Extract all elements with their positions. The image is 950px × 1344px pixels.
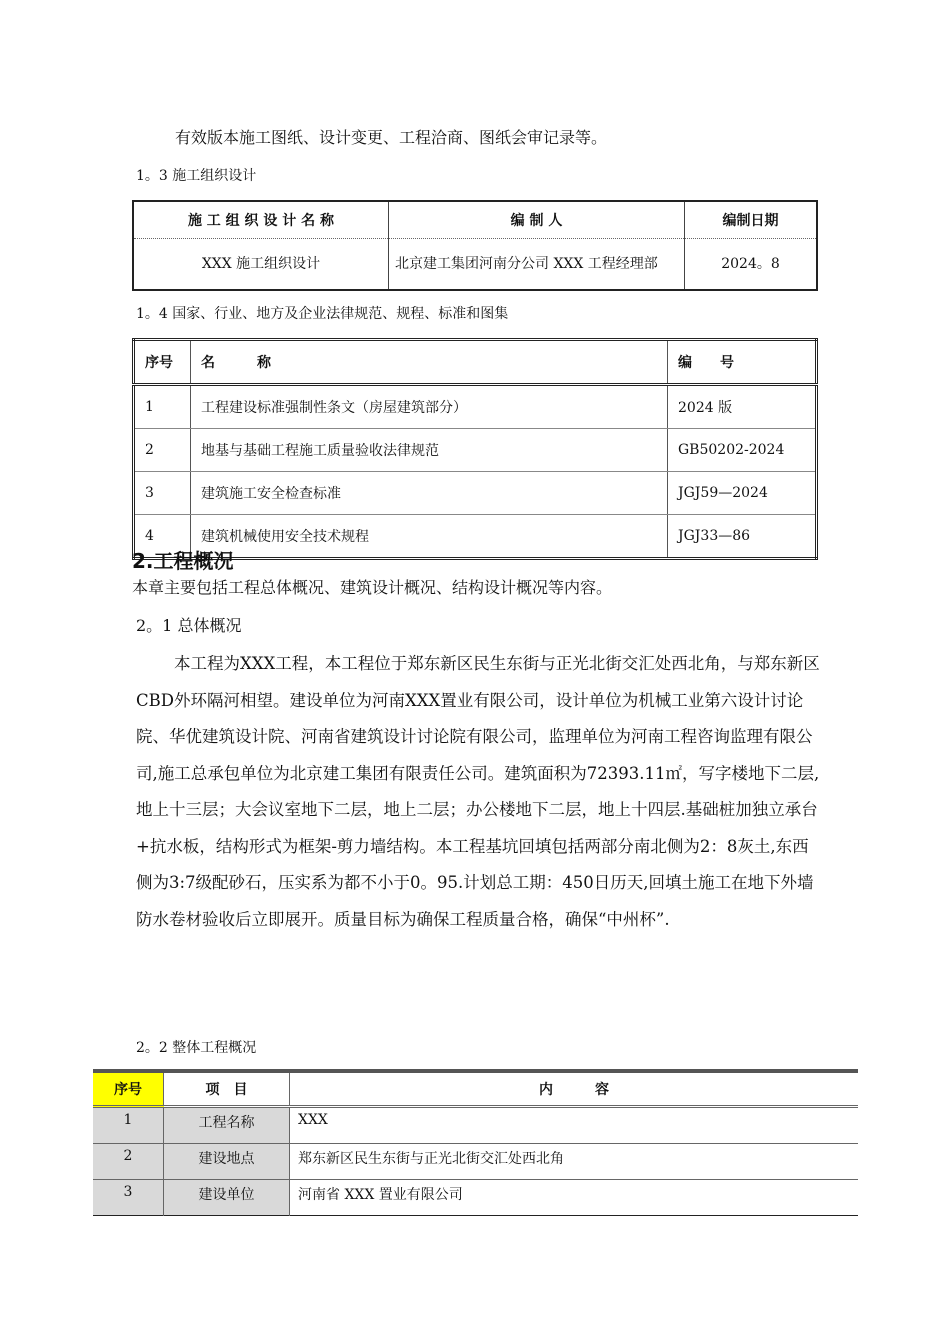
cell-number: 2 xyxy=(134,429,191,472)
table-row xyxy=(133,239,817,291)
cell-number: 1 xyxy=(93,1107,164,1144)
table-row xyxy=(134,515,817,559)
cell-item: 建设单位 xyxy=(164,1180,290,1216)
section-heading-2-2: 2。2 整体工程概况 xyxy=(136,1040,257,1056)
table-row xyxy=(134,429,817,472)
cell-number: 1 xyxy=(134,385,191,429)
section-heading-2-1: 2。1 总体概况 xyxy=(136,616,242,635)
cell-item: 建设地点 xyxy=(164,1144,290,1180)
table-header-row xyxy=(134,340,817,385)
header-design-name: 施 工 组 织 设 计 名 称 xyxy=(133,201,389,239)
cell-code: 2024 版 xyxy=(668,385,817,429)
table-row xyxy=(93,1180,858,1216)
cell-item: 工程名称 xyxy=(164,1107,290,1144)
intro-line: 有效版本施工图纸、设计变更、工程洽商、图纸会审记录等。 xyxy=(175,128,608,147)
overview-text: 本工程为XXX工程，本工程位于郑东新区民生东街与正光北街交汇处西北角，与郑东新区CBD外环隔河相望。建设单位为河南XXX置业有限公司，设计单位为机械工业第六设计讨论院、华优建筑设计院、河南省建筑设计讨论院有限公司，监理单位为河南工程咨询监理有限公司,施工总承包单位为北京建工集团有限责任公司。建筑面积为72393.11㎡，写字楼地下二层,地上十三层；大会议室地下二层，地上二层；办公楼地下二层，地上十四层.基础桩加独立承台+抗水板，结构形式为框架-剪力墙结构。本工程基坑回填包括两部分南北侧为2：8灰土,东西侧为3:7级配砂石，压实系为都不小于0。95.计划总工期：450日历天,回填土施工在地下外墙防水卷材验收后立即展开。质量目标为确保工程质量合格，确保“中州杯”. xyxy=(136,654,820,929)
cell-name: 地基与基础工程施工质量验收法律规范 xyxy=(191,429,668,472)
standards-table xyxy=(132,338,818,560)
cell-code: JGJ59—2024 xyxy=(668,472,817,515)
section-heading-1-4: 1。4 国家、行业、地方及企业法律规范、规程、标准和图集 xyxy=(136,306,509,322)
table-row xyxy=(134,385,817,429)
cell-code: GB50202-2024 xyxy=(668,429,817,472)
cell-code: JGJ33—86 xyxy=(678,528,751,544)
table-row xyxy=(93,1107,858,1144)
header-number: 序号 xyxy=(93,1071,164,1107)
table-row xyxy=(134,472,817,515)
cell-number: 3 xyxy=(134,472,191,515)
cell-name: 建筑施工安全检查标准 xyxy=(191,472,668,515)
construction-design-table xyxy=(132,200,818,291)
cell-content: XXX xyxy=(290,1107,859,1144)
table-row xyxy=(93,1144,858,1180)
header-name: 名 称 xyxy=(191,340,668,385)
chapter-title: 2.工程概况 xyxy=(132,549,234,573)
cell-number: 3 xyxy=(93,1180,164,1216)
header-code: 编 号 xyxy=(668,340,817,385)
cell-content: 郑东新区民生东街与正光北街交汇处西北角 xyxy=(290,1144,859,1180)
cell-number: 4 xyxy=(134,515,191,559)
cell-author: 北京建工集团河南分公司 XXX 工程经理部 xyxy=(389,239,685,291)
cell-number: 2 xyxy=(93,1144,164,1180)
project-overview-table xyxy=(93,1069,858,1216)
header-item: 项 目 xyxy=(164,1071,290,1107)
section-heading-1-3: 1。3 施工组织设计 xyxy=(136,168,257,184)
header-number: 序号 xyxy=(134,340,191,385)
cell-name: 建筑机械使用安全技术规程 xyxy=(191,515,668,559)
cell-content: 河南省 XXX 置业有限公司 xyxy=(298,1187,463,1203)
cell-design-name: XXX 施工组织设计 xyxy=(133,239,389,291)
cell-date: 2024。8 xyxy=(721,256,780,272)
chapter-description: 本章主要包括工程总体概况、建筑设计概况、结构设计概况等内容。 xyxy=(132,578,613,597)
header-content: 内 容 xyxy=(290,1071,859,1107)
header-author: 编 制 人 xyxy=(389,201,685,239)
table-header-row xyxy=(133,201,817,239)
overview-paragraph xyxy=(136,646,821,938)
table-header-row xyxy=(93,1071,858,1107)
cell-name: 工程建设标准强制性条文（房屋建筑部分） xyxy=(191,385,668,429)
header-date: 编制日期 xyxy=(685,201,818,239)
